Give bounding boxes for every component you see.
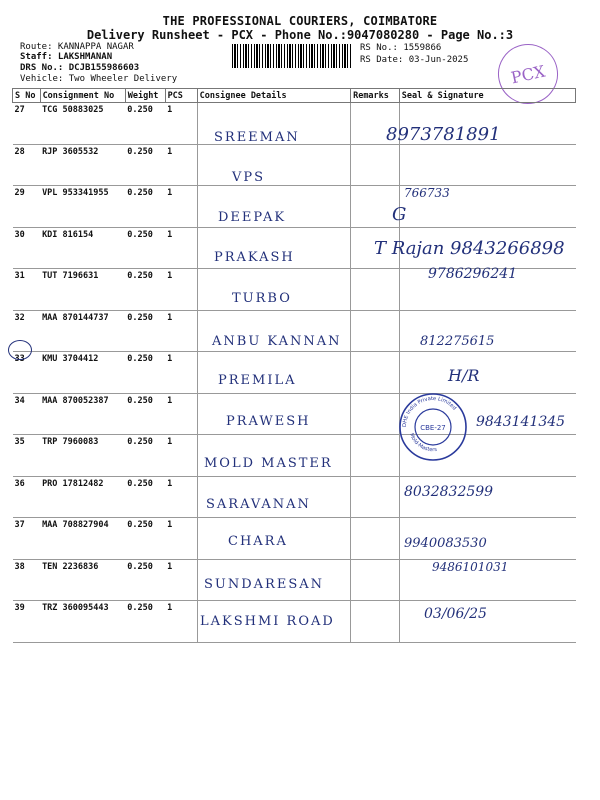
runsheet-subtitle: Delivery Runsheet - PCX - Phone No.:9047080280 - Page No.:3 <box>86 28 514 42</box>
row-remarks <box>351 435 400 477</box>
row-consignment-no: TRP 7960083 <box>40 435 125 477</box>
rs-number: RS No.: 1559866 <box>360 43 442 53</box>
row-sno: 27 <box>13 103 41 145</box>
handwritten-name: LAKSHMI ROAD <box>200 614 335 629</box>
row-sno: 32 <box>13 310 41 352</box>
row-pcs: 1 <box>165 227 197 269</box>
handwritten-name: SREEMAN <box>214 130 300 145</box>
row-weight: 0.250 <box>125 144 165 186</box>
row-sno: 38 <box>13 559 41 601</box>
row-remarks <box>351 476 400 518</box>
row-consignment-no: TUT 7196631 <box>40 269 125 311</box>
handwritten-signature: 9786296241 <box>428 266 518 282</box>
col-consignment: Consignment No <box>40 89 125 103</box>
handwritten-signature: H/R <box>448 366 480 385</box>
table-row <box>13 144 576 186</box>
row-consignee-details <box>197 144 350 186</box>
col-weight: Weight <box>125 89 165 103</box>
row-sno: 28 <box>13 144 41 186</box>
company-title: THE PROFESSIONAL COURIERS, COIMBATORE <box>162 14 438 28</box>
row-seal-signature <box>399 352 575 394</box>
handwritten-name: SARAVANAN <box>206 497 311 512</box>
table-row <box>13 518 576 560</box>
row-remarks <box>351 518 400 560</box>
row-remarks <box>351 352 400 394</box>
row-33-circle-mark <box>8 340 32 360</box>
row-consignment-no: PRO 17812482 <box>40 476 125 518</box>
row-pcs: 1 <box>165 393 197 435</box>
row-pcs: 1 <box>165 518 197 560</box>
row-weight: 0.250 <box>125 310 165 352</box>
handwritten-name: SUNDARESAN <box>204 577 324 592</box>
col-pcs: PCS <box>165 89 197 103</box>
col-consignee: Consignee Details <box>197 89 350 103</box>
col-sno: S No <box>13 89 41 103</box>
row-weight: 0.250 <box>125 269 165 311</box>
drs-label: DRS No.: DCJB155986603 <box>20 63 140 73</box>
row-sno: 37 <box>13 518 41 560</box>
row-weight: 0.250 <box>125 352 165 394</box>
row-consignment-no: KMU 3704412 <box>40 352 125 394</box>
row-weight: 0.250 <box>125 601 165 643</box>
row-consignment-no: MAA 870144737 <box>40 310 125 352</box>
row-remarks <box>351 144 400 186</box>
row-remarks <box>351 393 400 435</box>
route-label: Route: KANNAPPA NAGAR <box>20 42 134 52</box>
handwritten-signature: G <box>392 204 407 225</box>
handwritten-signature: 766733 <box>404 186 450 200</box>
handwritten-signature: 9843141345 <box>476 414 566 430</box>
handwritten-signature: 812275615 <box>420 334 495 349</box>
handwritten-name: MOLD MASTER <box>204 456 333 471</box>
barcode <box>232 44 352 68</box>
svg-text:DHE India Private Limited: DHE India Private Limited <box>401 395 458 428</box>
row-weight: 0.250 <box>125 435 165 477</box>
row-pcs: 1 <box>165 144 197 186</box>
svg-text:CBE-27: CBE-27 <box>420 424 446 432</box>
rs-date: RS Date: 03-Jun-2025 <box>360 55 469 65</box>
row-weight: 0.250 <box>125 518 165 560</box>
row-sno: 35 <box>13 435 41 477</box>
row-seal-signature <box>399 144 575 186</box>
row-sno: 36 <box>13 476 41 518</box>
handwritten-signature: 8032832599 <box>404 484 494 500</box>
row-consignment-no: MAA 870052387 <box>40 393 125 435</box>
row-pcs: 1 <box>165 435 197 477</box>
row-pcs: 1 <box>165 352 197 394</box>
row-pcs: 1 <box>165 186 197 228</box>
row-consignment-no: TEN 2236836 <box>40 559 125 601</box>
row-weight: 0.250 <box>125 476 165 518</box>
staff-label: Staff: LAKSHMANAN <box>20 52 113 62</box>
handwritten-name: VPS <box>232 170 266 185</box>
row-consignment-no: VPL 953341955 <box>40 186 125 228</box>
row-weight: 0.250 <box>125 227 165 269</box>
row-sno: 31 <box>13 269 41 311</box>
handwritten-name: PRAWESH <box>226 414 311 429</box>
row-weight: 0.250 <box>125 559 165 601</box>
row-pcs: 1 <box>165 103 197 145</box>
svg-text:Mold-Masters: Mold-Masters <box>408 432 438 454</box>
vehicle-label: Vehicle: Two Wheeler Delivery <box>20 74 178 84</box>
row-consignment-no: TCG 50883025 <box>40 103 125 145</box>
col-remarks: Remarks <box>351 89 400 103</box>
handwritten-name: PRAKASH <box>214 250 295 265</box>
handwritten-name: ANBU KANNAN <box>212 334 342 349</box>
table-row <box>13 186 576 228</box>
row-sno: 30 <box>13 227 41 269</box>
row-sno: 29 <box>13 186 41 228</box>
handwritten-signature: T Rajan 9843266898 <box>374 238 565 259</box>
row-pcs: 1 <box>165 559 197 601</box>
row-pcs: 1 <box>165 269 197 311</box>
row-remarks <box>351 559 400 601</box>
row-weight: 0.250 <box>125 186 165 228</box>
handwritten-name: DEEPAK <box>218 210 287 225</box>
row-remarks <box>351 269 400 311</box>
row-consignment-no: KDI 816154 <box>40 227 125 269</box>
handwritten-name: CHARA <box>228 534 288 549</box>
handwritten-name: TURBO <box>232 291 292 306</box>
row-consignment-no: TRZ 360095443 <box>40 601 125 643</box>
row-weight: 0.250 <box>125 393 165 435</box>
row-remarks <box>351 310 400 352</box>
row-sno: 39 <box>13 601 41 643</box>
handwritten-signature: 9940083530 <box>404 536 487 551</box>
company-seal-stamp <box>398 392 468 462</box>
row-consignment-no: RJP 3605532 <box>40 144 125 186</box>
row-pcs: 1 <box>165 476 197 518</box>
row-sno: 33 <box>13 352 41 394</box>
row-sno: 34 <box>13 393 41 435</box>
handwritten-signature: 8973781891 <box>386 124 501 145</box>
col-signature: Seal & Signature <box>399 89 575 103</box>
row-pcs: 1 <box>165 601 197 643</box>
row-consignment-no: MAA 708827904 <box>40 518 125 560</box>
handwritten-signature: 03/06/25 <box>424 606 487 622</box>
table-header-row <box>13 89 576 103</box>
row-weight: 0.250 <box>125 103 165 145</box>
row-remarks <box>351 601 400 643</box>
pcx-stamp: PCX <box>492 38 563 109</box>
handwritten-name: PREMILA <box>218 373 297 388</box>
handwritten-signature: 9486101031 <box>432 560 509 574</box>
row-pcs: 1 <box>165 310 197 352</box>
